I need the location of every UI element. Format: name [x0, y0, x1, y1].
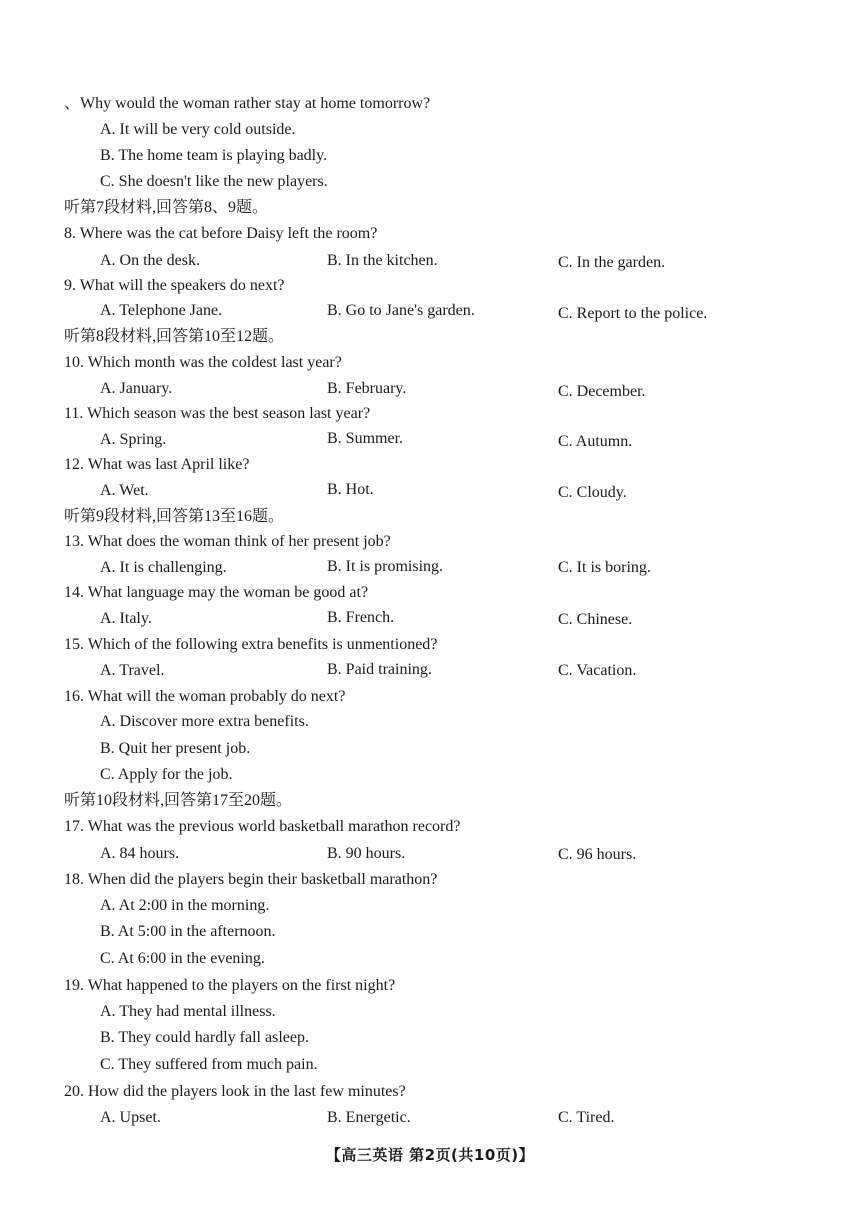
question-18-option-a: A. At 2:00 in the morning. — [100, 897, 270, 914]
question-9-stem: 9. What will the speakers do next? — [64, 277, 285, 294]
question-18-stem: 18. When did the players begin their basketball marathon? — [64, 871, 438, 888]
question-16-stem: 16. What will the woman probably do next? — [64, 688, 346, 705]
section-9-header: 听第9段材料,回答第13至16题。 — [64, 508, 285, 525]
question-17-option-a: A. 84 hours. — [100, 845, 180, 862]
question-11-option-b: B. Summer. — [327, 430, 404, 447]
question-19-option-b: B. They could hardly fall asleep. — [100, 1029, 309, 1046]
section-8-header: 听第8段材料,回答第10至12题。 — [64, 328, 285, 345]
question-20-option-a: A. Upset. — [100, 1109, 161, 1126]
question-15-option-a: A. Travel. — [100, 662, 165, 679]
question-7-option-c: C. She doesn't like the new players. — [100, 173, 328, 190]
question-13-option-a: A. It is challenging. — [100, 559, 227, 576]
question-7-option-b: B. The home team is playing badly. — [100, 147, 328, 164]
question-11-option-c: C. Autumn. — [558, 433, 633, 450]
question-9-option-a: A. Telephone Jane. — [100, 302, 223, 319]
question-15-option-b: B. Paid training. — [327, 661, 432, 678]
question-13-option-c: C. It is boring. — [558, 559, 651, 576]
question-12-option-c: C. Cloudy. — [558, 484, 627, 501]
question-13-stem: 13. What does the woman think of her present job? — [64, 533, 391, 550]
question-8-stem: 8. Where was the cat before Daisy left the room? — [64, 225, 378, 242]
question-10-option-b: B. February. — [327, 380, 407, 397]
question-8-option-c: C. In the garden. — [558, 254, 666, 271]
question-16-option-b: B. Quit her present job. — [100, 740, 251, 757]
question-20-option-c: C. Tired. — [558, 1109, 615, 1126]
question-17-option-b: B. 90 hours. — [327, 845, 406, 862]
question-14-option-b: B. French. — [327, 609, 395, 626]
question-15-option-c: C. Vacation. — [558, 662, 637, 679]
question-20-stem: 20. How did the players look in the last few minutes? — [64, 1083, 406, 1100]
question-14-option-a: A. Italy. — [100, 610, 152, 627]
question-19-stem: 19. What happened to the players on the first night? — [64, 977, 396, 994]
question-15-stem: 15. Which of the following extra benefits is unmentioned? — [64, 636, 438, 653]
question-13-option-b: B. It is promising. — [327, 558, 444, 575]
question-10-option-a: A. January. — [100, 380, 173, 397]
question-10-stem: 10. Which month was the coldest last year? — [64, 354, 342, 371]
page-footer: 【高三英语 第2页(共10页)】 — [325, 1146, 535, 1164]
question-11-option-a: A. Spring. — [100, 431, 167, 448]
question-8-option-a: A. On the desk. — [100, 252, 200, 269]
question-9-option-b: B. Go to Jane's garden. — [327, 302, 475, 319]
section-7-header: 听第7段材料,回答第8、9题。 — [64, 199, 269, 216]
question-14-option-c: C. Chinese. — [558, 611, 633, 628]
question-18-option-b: B. At 5:00 in the afternoon. — [100, 923, 276, 940]
question-10-option-c: C. December. — [558, 383, 646, 400]
question-11-stem: 11. Which season was the best season last year? — [64, 405, 371, 422]
question-14-stem: 14. What language may the woman be good at? — [64, 584, 369, 601]
question-16-option-a: A. Discover more extra benefits. — [100, 713, 309, 730]
section-10-header: 听第10段材料,回答第17至20题。 — [64, 792, 293, 809]
question-18-option-c: C. At 6:00 in the evening. — [100, 950, 265, 967]
question-17-stem: 17. What was the previous world basketball marathon record? — [64, 818, 461, 835]
question-20-option-b: B. Energetic. — [327, 1109, 411, 1126]
question-19-option-c: C. They suffered from much pain. — [100, 1056, 318, 1073]
question-8-option-b: B. In the kitchen. — [327, 252, 438, 269]
question-9-option-c: C. Report to the police. — [558, 305, 708, 322]
question-7-stem: 、Why would the woman rather stay at home tomorrow? — [64, 95, 431, 112]
question-19-option-a: A. They had mental illness. — [100, 1003, 276, 1020]
question-12-option-a: A. Wet. — [100, 482, 149, 499]
question-16-option-c: C. Apply for the job. — [100, 766, 233, 783]
question-12-option-b: B. Hot. — [327, 481, 374, 498]
question-12-stem: 12. What was last April like? — [64, 456, 250, 473]
question-7-option-a: A. It will be very cold outside. — [100, 121, 296, 138]
question-17-option-c: C. 96 hours. — [558, 846, 637, 863]
